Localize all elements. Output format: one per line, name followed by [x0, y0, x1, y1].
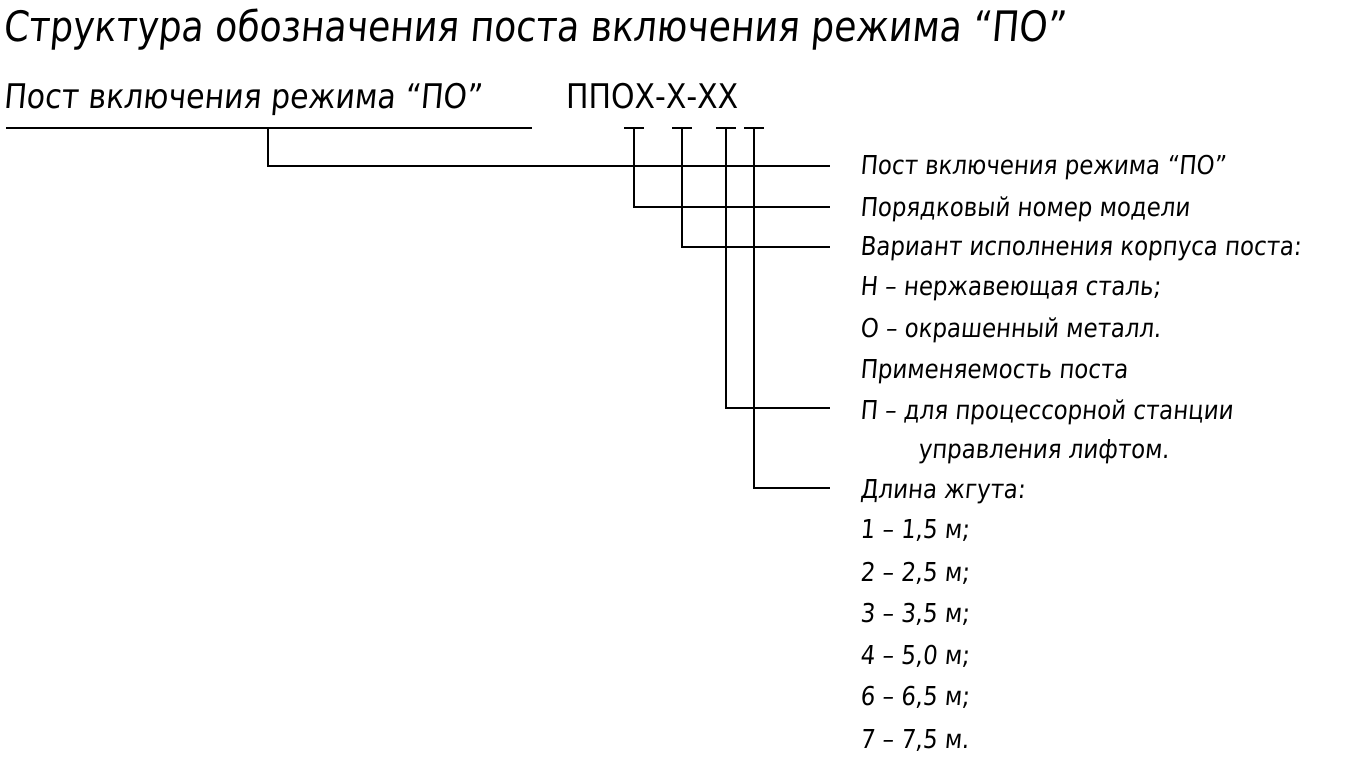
label-product: Пост включения режима “ПО” [859, 151, 1228, 181]
leader-housing-variant [682, 128, 830, 247]
harness-option: 1 – 1,5 м; [859, 515, 972, 545]
harness-option: 3 – 3,5 м; [859, 599, 972, 629]
harness-option: 6 – 6,5 м; [859, 682, 972, 712]
label-applicability-p-cont: управления лифтом. [917, 435, 1172, 465]
leader-applicability [726, 128, 830, 408]
leader-model-number [634, 128, 830, 207]
label-model-number: Порядковый номер модели [859, 193, 1192, 223]
label-applicability-p: П – для процессорной станции [859, 396, 1235, 426]
diagram-title: Структура обозначения поста включения режима “ПО” [1, 2, 1069, 51]
leader-harness-length [754, 128, 830, 488]
label-harness-length: Длина жгута: [859, 475, 1028, 505]
label-housing-variant: Вариант исполнения корпуса поста: [859, 232, 1304, 262]
harness-option: 7 – 7,5 м. [859, 725, 971, 755]
product-name: Пост включения режима “ПО” [2, 77, 485, 117]
designation-code: ППОХ-Х-ХХ [566, 77, 739, 117]
label-housing-o: О – окрашенный металл. [859, 314, 1163, 344]
harness-option: 4 – 5,0 м; [859, 641, 972, 671]
label-housing-n: Н – нержавеющая сталь; [859, 272, 1163, 302]
harness-option: 2 – 2,5 м; [859, 558, 972, 588]
label-applicability: Применяемость поста [859, 355, 1130, 385]
leader-product [268, 128, 830, 166]
